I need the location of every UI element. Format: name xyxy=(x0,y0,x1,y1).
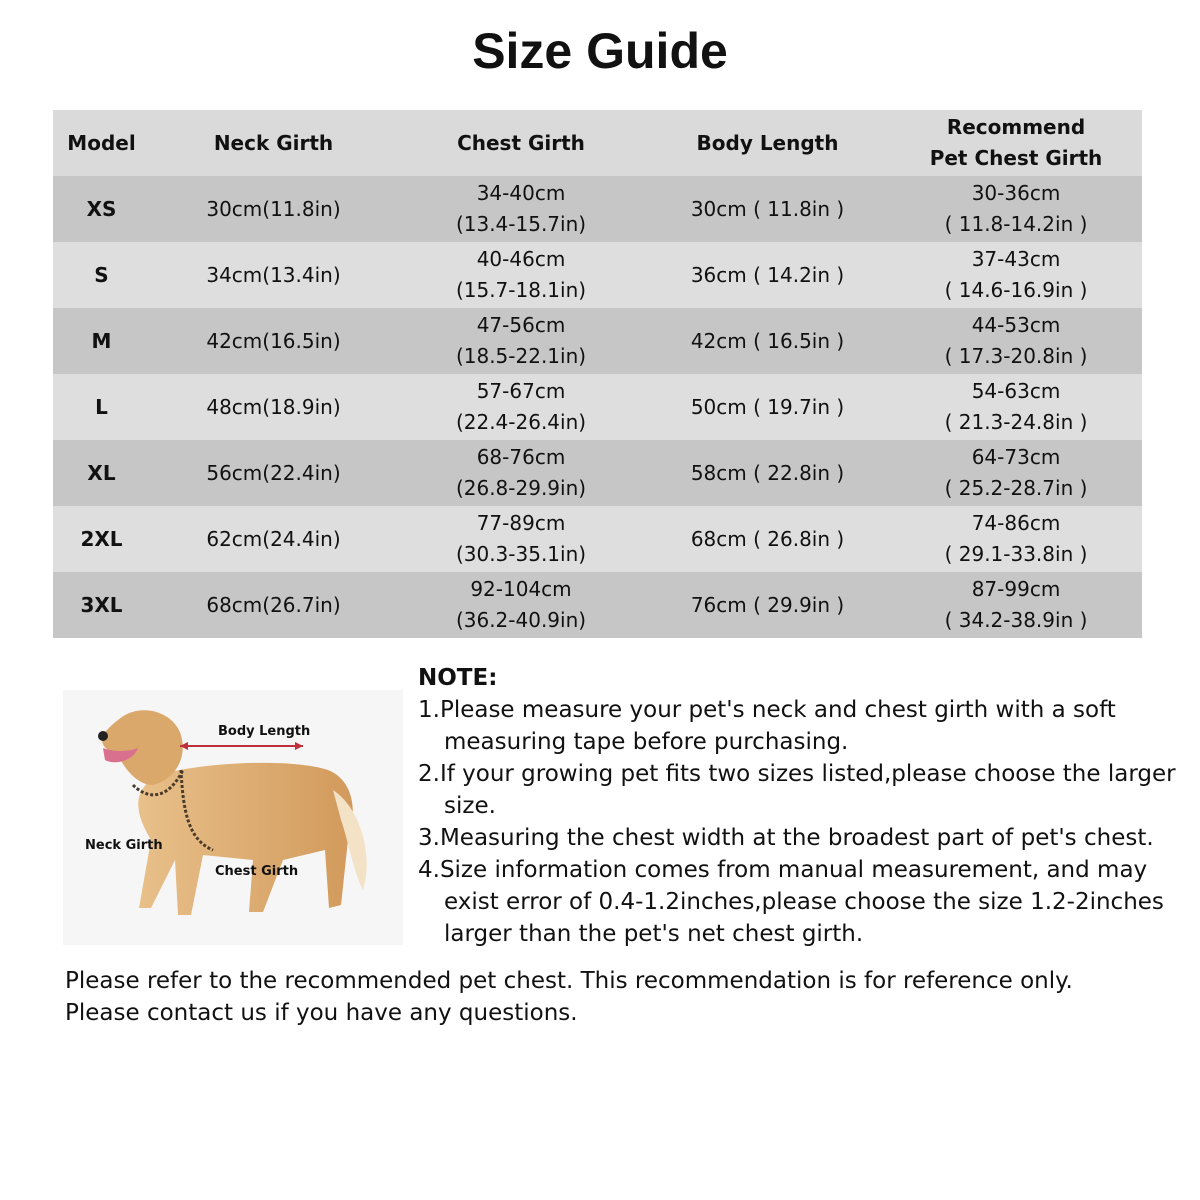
cell-neck-girth: 56cm(22.4in) xyxy=(150,440,397,506)
page-title: Size Guide xyxy=(472,23,728,79)
chest-in: (30.3-35.1in) xyxy=(455,542,587,566)
cell-neck-girth: 34cm(13.4in) xyxy=(150,242,397,308)
cell-body-length: 50cm ( 19.7in ) xyxy=(645,374,890,440)
note-item: 4.Size information comes from manual measurement, and may exist error of 0.4-1.2inches,please choose the size 1.2-2inches larger than the pet's net chest girth. xyxy=(418,857,1164,947)
cell-chest-girth xyxy=(397,308,645,374)
size-table xyxy=(53,110,1142,638)
chest-cm: 40-46cm xyxy=(476,247,566,271)
cell-model: S xyxy=(53,242,150,308)
chest-cm: 57-67cm xyxy=(476,379,566,403)
cell-chest-girth xyxy=(397,572,645,638)
cell-recommend-chest xyxy=(890,308,1142,374)
rec-cm: 87-99cm xyxy=(971,577,1061,601)
header-recommend xyxy=(890,110,1142,176)
cell-neck-girth: 62cm(24.4in) xyxy=(150,506,397,572)
chest-cm: 77-89cm xyxy=(476,511,566,535)
cell-chest-girth xyxy=(397,440,645,506)
cell-body-length: 36cm ( 14.2in ) xyxy=(645,242,890,308)
rec-in: ( 25.2-28.7in ) xyxy=(944,476,1088,500)
header-chest-girth: Chest Girth xyxy=(397,110,645,176)
cell-body-length: 76cm ( 29.9in ) xyxy=(645,572,890,638)
rec-cm: 54-63cm xyxy=(971,379,1061,403)
cell-chest-girth xyxy=(397,176,645,242)
footer-text xyxy=(65,965,1073,1029)
cell-recommend-chest xyxy=(890,374,1142,440)
neck-girth-label: Neck Girth xyxy=(85,838,163,853)
note-item: 1.Please measure your pet's neck and chest girth with a soft measuring tape before purchasing. xyxy=(418,697,1116,755)
table-row xyxy=(53,242,1142,308)
cell-body-length: 68cm ( 26.8in ) xyxy=(645,506,890,572)
chest-in: (36.2-40.9in) xyxy=(455,608,587,632)
cell-model: M xyxy=(53,308,150,374)
cell-body-length: 30cm ( 11.8in ) xyxy=(645,176,890,242)
table-row xyxy=(53,176,1142,242)
notes-section xyxy=(418,662,1188,950)
cell-chest-girth xyxy=(397,374,645,440)
cell-recommend-chest xyxy=(890,176,1142,242)
dog-measurement-diagram xyxy=(63,690,403,945)
cell-recommend-chest xyxy=(890,572,1142,638)
rec-in: ( 11.8-14.2in ) xyxy=(944,212,1088,236)
table-row xyxy=(53,308,1142,374)
rec-cm: 37-43cm xyxy=(971,247,1061,271)
table-row xyxy=(53,506,1142,572)
chest-cm: 92-104cm xyxy=(470,577,572,601)
body-length-label: Body Length xyxy=(218,724,311,739)
cell-chest-girth xyxy=(397,506,645,572)
header-recommend-line2: Pet Chest Girth xyxy=(929,146,1103,170)
rec-in: ( 17.3-20.8in ) xyxy=(944,344,1088,368)
cell-neck-girth: 30cm(11.8in) xyxy=(150,176,397,242)
table-row xyxy=(53,374,1142,440)
cell-body-length: 58cm ( 22.8in ) xyxy=(645,440,890,506)
cell-chest-girth xyxy=(397,242,645,308)
cell-recommend-chest xyxy=(890,242,1142,308)
note-item: 3.Measuring the chest width at the broadest part of pet's chest. xyxy=(418,825,1154,851)
notes-title: NOTE: xyxy=(418,665,498,691)
cell-recommend-chest xyxy=(890,440,1142,506)
header-model: Model xyxy=(53,110,150,176)
footer-line: Please refer to the recommended pet chest. This recommendation is for reference only. xyxy=(65,968,1073,994)
header-body-length: Body Length xyxy=(645,110,890,176)
rec-cm: 30-36cm xyxy=(971,181,1061,205)
cell-model: XL xyxy=(53,440,150,506)
footer-line: Please contact us if you have any questions. xyxy=(65,1000,578,1026)
chest-in: (15.7-18.1in) xyxy=(455,278,587,302)
chest-girth-label: Chest Girth xyxy=(215,864,299,879)
table-row xyxy=(53,440,1142,506)
note-item: 2.If your growing pet fits two sizes listed,please choose the larger size. xyxy=(418,761,1176,819)
cell-model: 3XL xyxy=(53,572,150,638)
rec-cm: 44-53cm xyxy=(971,313,1061,337)
header-recommend-line1: Recommend xyxy=(946,115,1086,139)
cell-neck-girth: 42cm(16.5in) xyxy=(150,308,397,374)
rec-in: ( 29.1-33.8in ) xyxy=(944,542,1088,566)
cell-body-length: 42cm ( 16.5in ) xyxy=(645,308,890,374)
chest-cm: 47-56cm xyxy=(476,313,566,337)
rec-in: ( 14.6-16.9in ) xyxy=(944,278,1088,302)
rec-cm: 64-73cm xyxy=(971,445,1061,469)
chest-cm: 68-76cm xyxy=(476,445,566,469)
cell-model: XS xyxy=(53,176,150,242)
rec-in: ( 21.3-24.8in ) xyxy=(944,410,1088,434)
table-header-row xyxy=(53,110,1142,176)
chest-in: (13.4-15.7in) xyxy=(455,212,587,236)
cell-model: 2XL xyxy=(53,506,150,572)
cell-neck-girth: 48cm(18.9in) xyxy=(150,374,397,440)
chest-in: (18.5-22.1in) xyxy=(455,344,587,368)
chest-in: (22.4-26.4in) xyxy=(455,410,587,434)
cell-recommend-chest xyxy=(890,506,1142,572)
rec-in: ( 34.2-38.9in ) xyxy=(944,608,1088,632)
table-row xyxy=(53,572,1142,638)
cell-model: L xyxy=(53,374,150,440)
chest-in: (26.8-29.9in) xyxy=(455,476,587,500)
chest-cm: 34-40cm xyxy=(476,181,566,205)
cell-neck-girth: 68cm(26.7in) xyxy=(150,572,397,638)
header-neck-girth: Neck Girth xyxy=(150,110,397,176)
rec-cm: 74-86cm xyxy=(971,511,1061,535)
